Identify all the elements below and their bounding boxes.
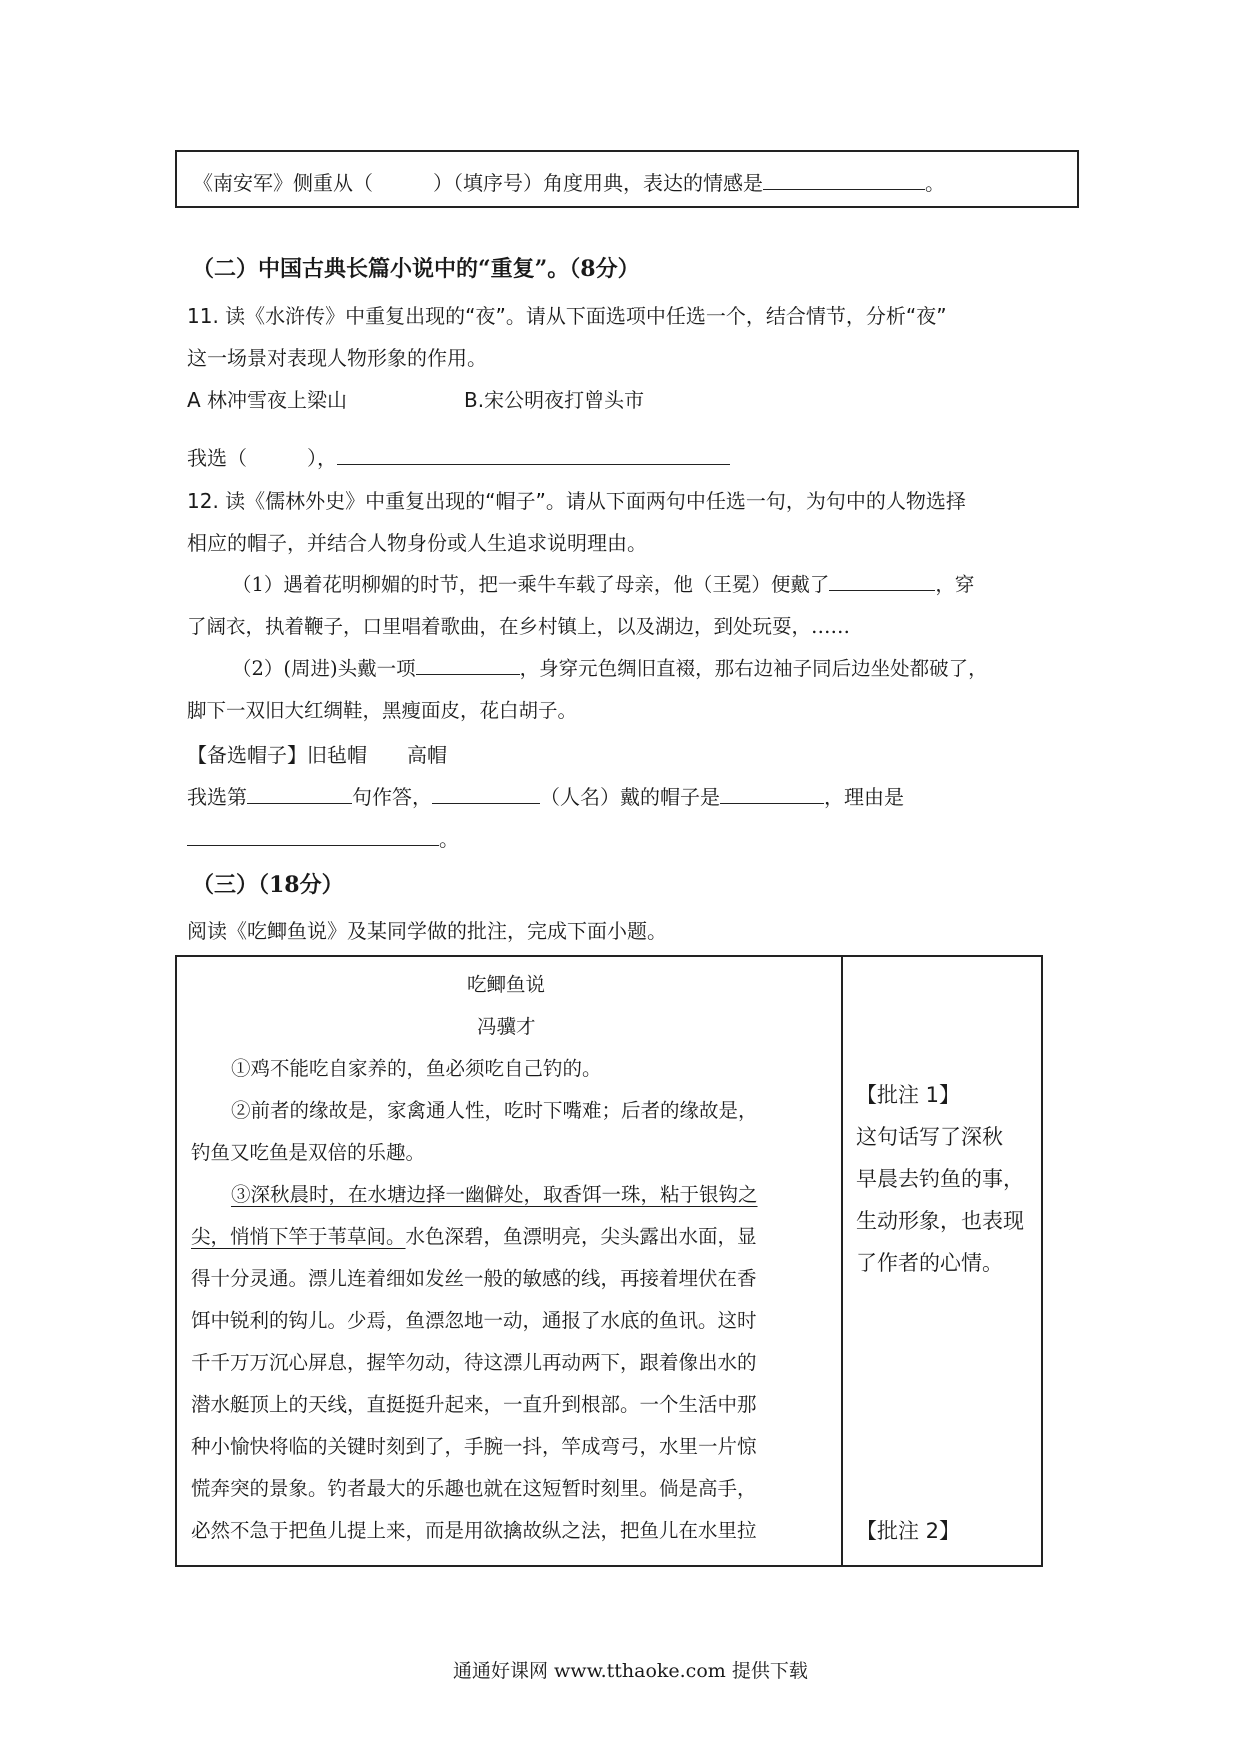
q12-ans-blank-sentence[interactable] bbox=[247, 783, 352, 804]
q12-ans-blank-person[interactable] bbox=[432, 783, 540, 804]
q12-ans-t2: 句作答， bbox=[352, 785, 432, 809]
annotation-1-line: 了作者的心情。 bbox=[856, 1251, 1003, 1275]
q12-s2-end: ，身穿元色绸旧直裰，那右边袖子同后边坐处都破了， bbox=[519, 657, 988, 680]
q11-line2: 这一场景对表现人物形象的作用。 bbox=[187, 346, 487, 370]
passage-line: 钓鱼又吃鱼是双倍的乐趣。 bbox=[191, 1141, 426, 1164]
q12-line2: 相应的帽子，并结合人物身份或人生追求说明理由。 bbox=[187, 531, 647, 555]
column-divider bbox=[841, 957, 843, 1565]
q12-ans-t3: （人名）戴的帽子是 bbox=[540, 785, 720, 809]
answer-blank[interactable] bbox=[763, 169, 925, 190]
q12-sentence2-line2: 脚下一双旧大红绸鞋，黑瘦面皮，花白胡子。 bbox=[187, 699, 578, 722]
q12-reason-line bbox=[187, 823, 459, 852]
passage-table bbox=[175, 955, 1043, 1567]
q11-line1: 11. 读《水浒传》中重复出现的“夜”。请从下面选项中任选一个，结合情节，分析“夜” bbox=[187, 304, 947, 328]
passage-underlined-sentence: ③深秋晨时，在水塘边择一幽僻处，取香饵一珠，粘于银钩之 bbox=[231, 1183, 758, 1206]
passage-line: ②前者的缘故是，家禽通人性，吃时下嘴难；后者的缘故是， bbox=[231, 1099, 758, 1122]
passage-line: 饵中锐利的钩儿。少焉，鱼漂忽地一动，通报了水底的鱼讯。这时 bbox=[191, 1309, 757, 1332]
passage-title: 吃鲫鱼说 bbox=[467, 973, 546, 996]
passage-line: 得十分灵通。漂儿连着细如发丝一般的敏感的线，再接着埋伏在香 bbox=[191, 1267, 757, 1290]
q12-ans-blank-hat[interactable] bbox=[720, 783, 824, 804]
q12-ans-end: 。 bbox=[439, 827, 459, 851]
q12-s2-text: （2）(周进)头戴一项 bbox=[232, 657, 416, 680]
passage-line: 潜水艇顶上的天线，直挺挺升起来，一直升到根部。一个生活中那 bbox=[191, 1393, 757, 1416]
q12-hat-options: 【备选帽子】旧毡帽 高帽 bbox=[187, 743, 447, 767]
passage-line: 千千万万沉心屏息，握竿勿动，待这漂儿再动两下，跟着像出水的 bbox=[191, 1351, 757, 1374]
q11-option-a: A 林冲雪夜上梁山 bbox=[187, 388, 348, 412]
q12-ans-t4: ，理由是 bbox=[824, 785, 904, 809]
answer-box-top bbox=[175, 150, 1079, 208]
passage-author: 冯骥才 bbox=[477, 1015, 536, 1038]
passage-line bbox=[191, 1221, 757, 1249]
q12-s2-blank[interactable] bbox=[416, 654, 520, 675]
q12-sentence1-line2: 了阔衣，执着鞭子，口里唱着歌曲，在乡村镇上，以及湖边，到处玩耍，…… bbox=[187, 615, 851, 638]
q11-answer-line bbox=[187, 442, 730, 471]
q11-answer-blank[interactable] bbox=[337, 444, 730, 465]
q12-ans-t1: 我选第 bbox=[187, 785, 247, 809]
annotation-1-line: 生动形象，也表现 bbox=[856, 1209, 1024, 1233]
page-footer: 通通好课网 www.tthaoke.com 提供下载 bbox=[453, 1660, 808, 1682]
q12-s1-blank[interactable] bbox=[829, 570, 935, 591]
annotation-1-title: 【批注 1】 bbox=[856, 1083, 961, 1107]
section3-heading: （三）（18分） bbox=[192, 872, 344, 898]
q12-sentence2-line1 bbox=[232, 653, 988, 681]
passage-underlined-sentence-end: 尖，悄悄下竿于苇草间。 bbox=[191, 1225, 406, 1248]
passage-line: 慌奔突的景象。钓者最大的乐趣也就在这短暂时刻里。倘是高手， bbox=[191, 1477, 757, 1500]
annotation-1-line: 早晨去钓鱼的事， bbox=[856, 1167, 1024, 1191]
q11-answer-prefix: 我选（ ）， bbox=[187, 446, 337, 470]
annotation-2-title: 【批注 2】 bbox=[856, 1519, 961, 1543]
passage-line: ①鸡不能吃自家养的，鱼必须吃自己钓的。 bbox=[231, 1057, 602, 1080]
q12-sentence1-line1 bbox=[232, 569, 974, 597]
q11-option-b: B.宋公明夜打曾头市 bbox=[464, 388, 645, 412]
section2-heading: （二）中国古典长篇小说中的“重复”。（8分） bbox=[192, 256, 640, 282]
passage-line: 必然不急于把鱼儿提上来，而是用欲擒故纵之法，把鱼儿在水里拉 bbox=[191, 1519, 757, 1542]
passage-line-rest: 水色深碧，鱼漂明亮，尖头露出水面，显 bbox=[405, 1225, 757, 1248]
answer-prompt: 《南安军》侧重从（ ）（填序号）角度用典，表达的情感是 bbox=[193, 171, 763, 195]
q12-answer-line bbox=[187, 781, 904, 810]
q12-s1-text: （1）遇着花明柳媚的时节，把一乘牛车载了母亲，他（王冕）便戴了 bbox=[232, 573, 830, 596]
q12-line1: 12. 读《儒林外史》中重复出现的“帽子”。请从下面两句中任选一句，为句中的人物选择 bbox=[187, 489, 966, 513]
passage-line: 种小愉快将临的关键时刻到了，手腕一抖，竿成弯弓，水里一片惊 bbox=[191, 1435, 757, 1458]
q12-ans-blank-reason[interactable] bbox=[187, 825, 439, 846]
answer-end: 。 bbox=[925, 171, 945, 195]
q12-s1-end: ，穿 bbox=[935, 573, 975, 596]
section3-intro: 阅读《吃鲫鱼说》及某同学做的批注，完成下面小题。 bbox=[187, 919, 667, 943]
answer-line bbox=[193, 167, 945, 196]
annotation-1-line: 这句话写了深秋 bbox=[856, 1125, 1003, 1149]
